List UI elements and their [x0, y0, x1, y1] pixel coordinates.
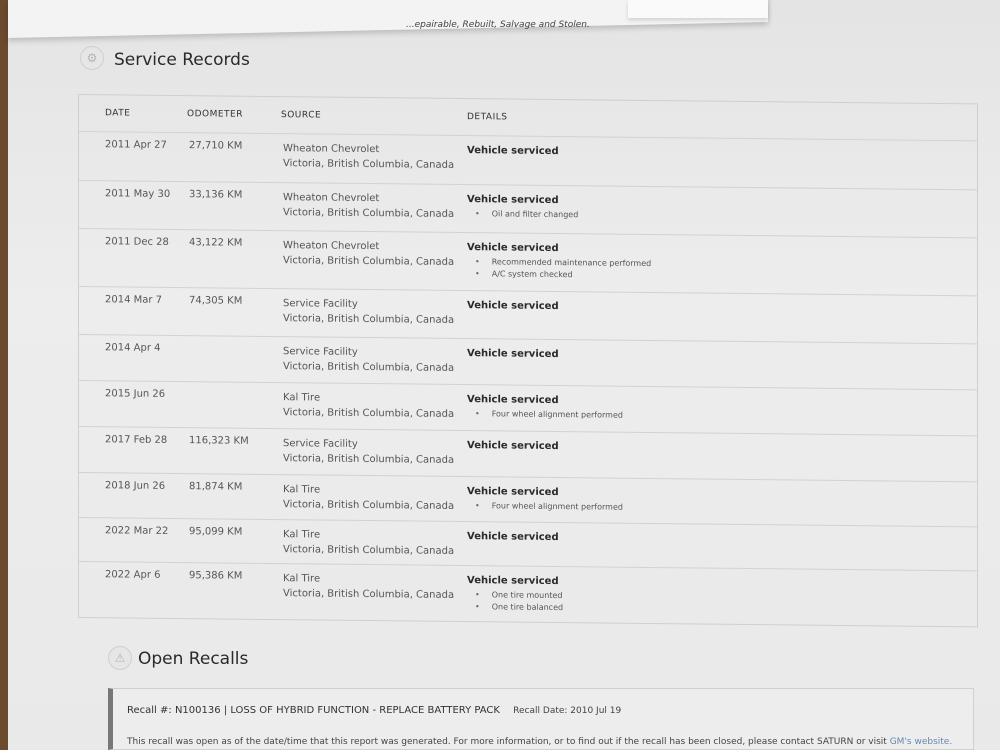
source-location: Victoria, British Columbia, Canada	[283, 255, 455, 268]
detail-title: Vehicle serviced	[467, 394, 559, 407]
row-details	[467, 194, 767, 223]
source-location: Victoria, British Columbia, Canada	[283, 453, 455, 466]
row-source	[283, 296, 463, 328]
detail-list	[467, 500, 767, 515]
row-source	[283, 527, 463, 559]
row-date: 2014 Mar 7	[105, 294, 163, 306]
source-name: Service Facility	[283, 346, 358, 358]
detail-title: Vehicle serviced	[467, 348, 559, 361]
row-date: 2022 Apr 6	[105, 569, 161, 581]
detail-list	[467, 362, 767, 365]
column-header-odometer: ODOMETER	[187, 109, 243, 120]
table-row	[79, 561, 977, 628]
row-details	[467, 348, 767, 365]
source-name: Kal Tire	[283, 392, 321, 404]
source-location: Victoria, British Columbia, Canada	[283, 313, 455, 326]
row-details	[467, 300, 767, 317]
detail-title: Vehicle serviced	[467, 242, 559, 255]
detail-item: • Four wheel alignment performed	[475, 408, 767, 423]
row-source	[283, 436, 463, 468]
source-name: Service Facility	[283, 298, 358, 310]
detail-title: Vehicle serviced	[467, 575, 559, 588]
detail-item: • Oil and filter changed	[475, 208, 767, 223]
detail-title: Vehicle serviced	[467, 440, 559, 453]
row-source	[283, 238, 463, 270]
source-location: Victoria, British Columbia, Canada	[283, 207, 455, 220]
gm-website-link[interactable]: GM's website.	[889, 737, 953, 747]
column-header-details: DETAILS	[467, 112, 508, 123]
row-details	[467, 486, 767, 515]
row-source	[283, 571, 463, 603]
detail-item: • One tire balanced	[475, 601, 767, 616]
row-source	[283, 482, 463, 514]
row-date: 2015 Jun 26	[105, 388, 166, 400]
row-odometer: 27,710 KM	[189, 140, 243, 152]
service-records-table	[78, 94, 978, 627]
detail-title: Vehicle serviced	[467, 486, 559, 499]
source-location: Victoria, British Columbia, Canada	[283, 499, 455, 512]
detail-item: • Recommended maintenance performed	[475, 256, 767, 271]
row-odometer: 33,136 KM	[189, 189, 243, 201]
row-date: 2011 Apr 27	[105, 139, 167, 151]
source-name: Kal Tire	[283, 529, 321, 541]
recall-card	[108, 688, 974, 750]
row-source	[283, 141, 463, 173]
source-location: Victoria, British Columbia, Canada	[283, 407, 455, 420]
recall-date: Recall Date: 2010 Jul 19	[513, 706, 622, 716]
detail-item: • A/C system checked	[475, 268, 767, 283]
detail-list	[467, 314, 767, 317]
overlapping-sheet-corner	[628, 0, 768, 18]
row-details	[467, 394, 767, 423]
row-date: 2018 Jun 26	[105, 480, 166, 492]
source-name: Kal Tire	[283, 484, 321, 496]
row-source	[283, 190, 463, 222]
source-name: Wheaton Chevrolet	[283, 143, 380, 156]
source-name: Wheaton Chevrolet	[283, 240, 380, 253]
detail-list	[467, 256, 767, 283]
detail-title: Vehicle serviced	[467, 531, 559, 544]
row-date: 2011 Dec 28	[105, 236, 169, 248]
source-name: Kal Tire	[283, 573, 321, 585]
service-records-icon: ⚙	[80, 46, 104, 70]
source-location: Victoria, British Columbia, Canada	[283, 588, 455, 601]
detail-title: Vehicle serviced	[467, 300, 559, 313]
report-page	[8, 0, 1000, 750]
source-name: Wheaton Chevrolet	[283, 192, 380, 205]
row-details	[467, 531, 767, 548]
row-source	[283, 390, 463, 422]
detail-list	[467, 589, 767, 616]
recall-note-text: This recall was open as of the date/time that this report was generated. For more information, or to find out if the recall has been closed, please contact SATURN or visit	[127, 737, 890, 747]
detail-title: Vehicle serviced	[467, 194, 559, 207]
recall-note	[127, 737, 952, 747]
detail-title: Vehicle serviced	[467, 145, 559, 158]
row-details	[467, 440, 767, 457]
section-title-service-records: Service Records	[114, 50, 250, 70]
source-location: Victoria, British Columbia, Canada	[283, 158, 455, 171]
detail-list	[467, 208, 767, 223]
column-header-source: SOURCE	[281, 110, 322, 121]
detail-list	[467, 545, 767, 548]
detail-item: • One tire mounted	[475, 589, 767, 604]
recall-label: Recall #: N100136 | LOSS OF HYBRID FUNCTION - REPLACE BATTERY PACK	[127, 705, 500, 716]
row-date: 2022 Mar 22	[105, 525, 169, 537]
row-odometer: 95,386 KM	[189, 570, 243, 582]
row-details	[467, 575, 767, 616]
row-source	[283, 344, 463, 376]
row-odometer: 95,099 KM	[189, 526, 243, 538]
recall-icon: ⚠	[108, 646, 132, 670]
row-odometer: 116,323 KM	[189, 435, 249, 447]
row-odometer	[189, 389, 279, 390]
detail-list	[467, 159, 767, 162]
row-odometer: 74,305 KM	[189, 295, 243, 307]
section-title-open-recalls: Open Recalls	[138, 649, 249, 669]
row-date: 2014 Apr 4	[105, 342, 161, 354]
row-odometer: 81,874 KM	[189, 481, 243, 493]
detail-list	[467, 454, 767, 457]
row-details	[467, 242, 767, 283]
top-caption: ...epairable, Rebuilt, Salvage and Stolen.	[406, 20, 590, 30]
source-location: Victoria, British Columbia, Canada	[283, 361, 455, 374]
row-date: 2017 Feb 28	[105, 434, 168, 446]
row-details	[467, 145, 767, 162]
column-header-date: DATE	[105, 108, 131, 119]
row-odometer	[189, 343, 279, 344]
table-row	[79, 228, 977, 295]
row-date: 2011 May 30	[105, 188, 171, 200]
source-name: Service Facility	[283, 438, 358, 450]
recall-heading	[127, 705, 621, 716]
detail-list	[467, 408, 767, 423]
detail-item: • Four wheel alignment performed	[475, 500, 767, 515]
source-location: Victoria, British Columbia, Canada	[283, 544, 455, 557]
row-odometer: 43,122 KM	[189, 237, 243, 249]
